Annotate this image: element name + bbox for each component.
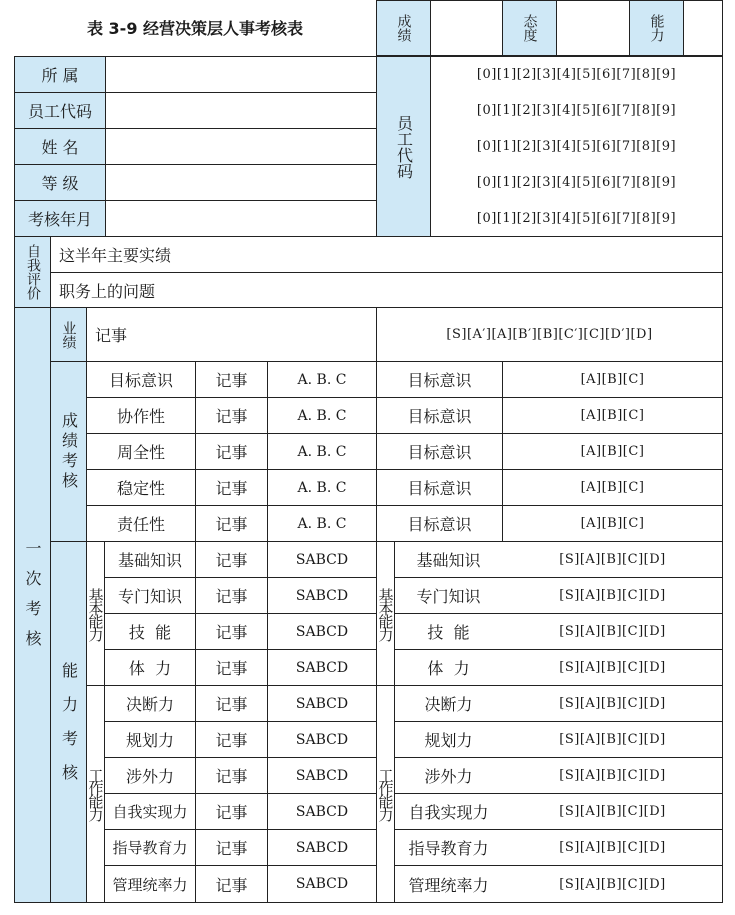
code-digit-row[interactable]: [0][1][2][3][4][5][6][7][8][9]	[476, 67, 677, 82]
ability-item-note[interactable]: 记事	[215, 875, 248, 895]
ability-item-note[interactable]: 记事	[215, 767, 248, 786]
ability-item-name: 技 能	[128, 623, 172, 642]
attitude-item-note[interactable]: 记事	[215, 371, 248, 390]
ability-item-grade[interactable]: SABCD	[295, 587, 349, 604]
ability-section-label-text: 能力考核	[59, 662, 79, 798]
ability-item-right: 决断力	[424, 695, 473, 714]
ability-item-grade[interactable]: SABCD	[295, 803, 349, 820]
ability-item-right: 指导教育力	[408, 839, 489, 858]
attitude-item-right: 目标意识	[407, 479, 472, 498]
ability-item-note[interactable]: 记事	[215, 623, 248, 642]
ability-item-name: 体 力	[128, 659, 172, 678]
attitude-item-right: 目标意识	[407, 443, 472, 462]
self-eval-label: 自我评价	[15, 237, 50, 307]
self-eval-problems[interactable]: 职务上的问题	[59, 281, 156, 301]
page-title: 表 3-9 经营决策层人事考核表	[86, 19, 304, 38]
ability-field[interactable]	[684, 1, 722, 55]
attitude-item-right: 目标意识	[407, 371, 472, 390]
performance-scale[interactable]: [S][A′][A][B′][B][C′][C][D′][D]	[446, 327, 653, 342]
ability-section-label	[51, 650, 86, 810]
ability-item-grade[interactable]: SABCD	[295, 839, 349, 856]
self-eval-achievements[interactable]: 这半年主要实绩	[59, 246, 172, 265]
ability-item-right: 规划力	[424, 731, 473, 750]
ability-item-note[interactable]: 记事	[215, 551, 248, 570]
info-field-period[interactable]	[106, 201, 376, 236]
ability-item-scale[interactable]: [S][A][B][C][D]	[559, 624, 666, 639]
info-label-level: 等 级	[41, 174, 79, 193]
ability-item-name: 涉外力	[125, 767, 174, 786]
ability-item-scale[interactable]: [S][A][B][C][D]	[559, 696, 666, 711]
ability-item-right: 专门知识	[416, 587, 481, 606]
attitude-section-label	[51, 404, 86, 499]
attitude-item-note[interactable]: 记事	[215, 443, 248, 462]
attitude-item-note[interactable]: 记事	[215, 515, 248, 534]
ability-item-name: 决断力	[125, 695, 174, 714]
ability-item-note[interactable]: 记事	[215, 695, 248, 714]
ability-item-name: 规划力	[125, 731, 174, 750]
attitude-item-right: 目标意识	[407, 407, 472, 426]
attitude-section-label-text: 成绩考核	[59, 411, 79, 492]
ability-item-scale[interactable]: [S][A][B][C][D]	[559, 768, 666, 783]
attitude-item-name: 周全性	[116, 443, 165, 462]
info-field-code[interactable]	[106, 93, 376, 128]
code-label: 员工代码	[394, 114, 414, 179]
attitude-item-name: 稳定性	[116, 479, 165, 498]
attitude-item-grade[interactable]: A. B. C	[297, 515, 347, 532]
attitude-item-name: 目标意识	[108, 371, 173, 390]
attitude-item-right: 目标意识	[407, 515, 472, 534]
basic-ability-label-right-text: 基本能力	[376, 587, 395, 640]
ability-item-right: 自我实现力	[408, 803, 489, 822]
ability-item-name: 自我实现力	[112, 803, 188, 821]
info-label-code: 员工代码	[27, 102, 92, 121]
attitude-item-grade[interactable]: A. B. C	[297, 407, 347, 424]
code-digit-row[interactable]: [0][1][2][3][4][5][6][7][8][9]	[476, 175, 677, 190]
attitude-label: 态度	[503, 1, 556, 55]
ability-item-right: 基础知识	[416, 551, 481, 570]
grade-label: 成绩	[377, 1, 430, 55]
code-digit-row[interactable]: [0][1][2][3][4][5][6][7][8][9]	[476, 139, 677, 154]
ability-item-grade[interactable]: SABCD	[295, 695, 349, 712]
ability-item-scale[interactable]: [S][A][B][C][D]	[559, 552, 666, 567]
attitude-item-scale[interactable]: [A][B][C]	[580, 516, 645, 531]
info-label-dept: 所 属	[41, 66, 79, 85]
ability-item-right: 技 能	[427, 623, 470, 642]
basic-ability-label	[87, 542, 104, 685]
ability-item-grade[interactable]: SABCD	[295, 551, 349, 568]
ability-item-note[interactable]: 记事	[215, 587, 248, 606]
info-field-level[interactable]	[106, 165, 376, 200]
ability-item-right: 体 力	[427, 659, 470, 678]
ability-item-scale[interactable]: [S][A][B][C][D]	[559, 804, 666, 819]
first-review-label	[15, 540, 50, 670]
grade-field[interactable]	[431, 1, 502, 55]
ability-item-scale[interactable]: [S][A][B][C][D]	[559, 660, 666, 675]
info-label-name: 姓 名	[41, 138, 79, 157]
attitude-item-grade[interactable]: A. B. C	[297, 479, 347, 496]
ability-item-right: 管理统率力	[408, 875, 489, 895]
ability-item-name: 管理统率力	[112, 875, 188, 894]
work-ability-label-right	[377, 686, 394, 902]
work-ability-label	[87, 686, 104, 902]
basic-ability-label-text: 基本能力	[86, 587, 105, 640]
ability-item-scale[interactable]: [S][A][B][C][D]	[559, 588, 666, 603]
attitude-item-name: 协作性	[116, 407, 165, 426]
work-ability-label-text: 工作能力	[86, 768, 105, 820]
ability-item-grade[interactable]: SABCD	[295, 876, 349, 892]
info-label-period: 考核年月	[27, 210, 92, 229]
attitude-item-scale[interactable]: [A][B][C]	[580, 444, 645, 459]
attitude-item-note[interactable]: 记事	[215, 479, 248, 498]
work-ability-label-right-text: 工作能力	[376, 768, 395, 820]
ability-item-note[interactable]: 记事	[215, 731, 248, 750]
ability-item-note[interactable]: 记事	[215, 803, 248, 822]
ability-item-scale[interactable]: [S][A][B][C][D]	[559, 840, 666, 855]
attitude-item-grade[interactable]: A. B. C	[297, 371, 347, 388]
info-field-name[interactable]	[106, 129, 376, 164]
ability-item-name: 基础知识	[117, 551, 182, 570]
performance-note[interactable]: 记事	[95, 326, 128, 345]
ability-label: 能力	[630, 1, 683, 55]
ability-item-grade[interactable]: SABCD	[295, 731, 349, 748]
ability-item-grade[interactable]: SABCD	[295, 659, 349, 676]
ability-item-grade[interactable]: SABCD	[295, 767, 349, 784]
attitude-item-scale[interactable]: [A][B][C]	[580, 480, 645, 495]
ability-item-name: 专门知识	[117, 587, 182, 606]
first-review-label-text: 一次考核	[23, 540, 42, 660]
ability-item-name: 指导教育力	[112, 839, 188, 857]
ability-item-grade[interactable]: SABCD	[295, 623, 349, 640]
ability-item-scale[interactable]: [S][A][B][C][D]	[559, 732, 666, 747]
code-digit-row[interactable]: [0][1][2][3][4][5][6][7][8][9]	[476, 103, 677, 118]
attitude-item-grade[interactable]: A. B. C	[297, 443, 347, 460]
ability-item-right: 涉外力	[424, 767, 473, 786]
attitude-item-note[interactable]: 记事	[215, 407, 248, 426]
performance-label: 业绩	[51, 308, 86, 361]
attitude-item-scale[interactable]: [A][B][C]	[580, 372, 645, 387]
ability-item-note[interactable]: 记事	[215, 659, 248, 678]
attitude-field[interactable]	[557, 1, 629, 55]
ability-item-scale[interactable]: [S][A][B][C][D]	[559, 876, 666, 892]
attitude-item-name: 责任性	[116, 515, 165, 534]
info-field-dept[interactable]	[106, 57, 376, 92]
attitude-item-scale[interactable]: [A][B][C]	[580, 408, 645, 423]
ability-item-note[interactable]: 记事	[215, 839, 248, 858]
code-digit-row[interactable]: [0][1][2][3][4][5][6][7][8][9]	[476, 211, 677, 226]
basic-ability-label-right	[377, 542, 394, 685]
